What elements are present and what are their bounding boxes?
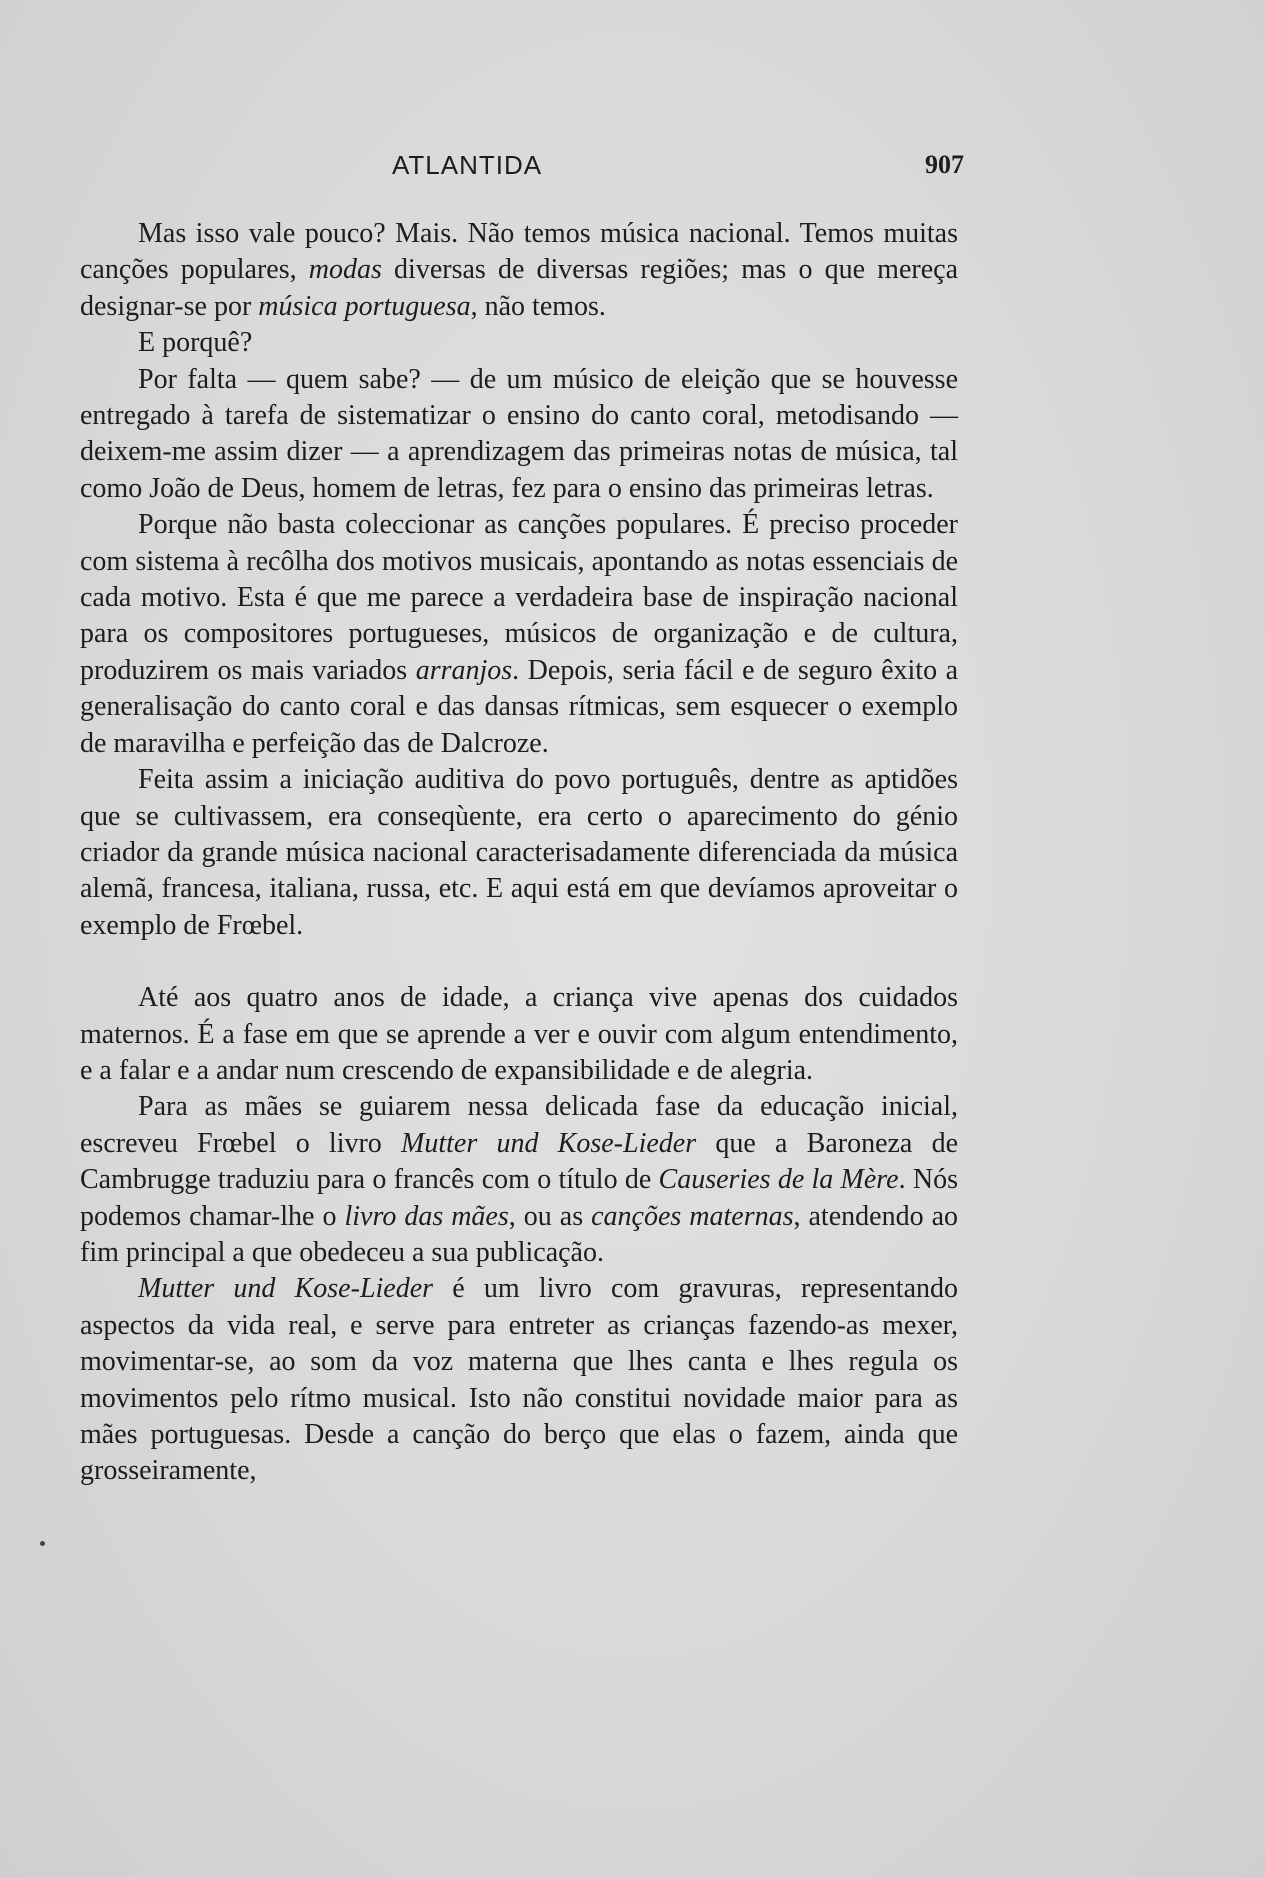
paragraph (80, 216, 958, 325)
italic-text: Causeries de la Mère (658, 1164, 899, 1196)
italic-text: livro das mães (344, 1200, 509, 1232)
italic-text: música portuguesa (258, 290, 471, 322)
running-title: ATLANTIDA (392, 150, 543, 180)
text-run: Feita assim a iniciação auditiva do povo português, dentre as aptidões que se cultivassem, era conseqùente, era certo o aparecimento do génio criador da grande música nacional caracterisadamente diferenciada da música alemã, francesa, italiana, russa, etc. E aqui está em que devíamos aproveitar o exemplo de Frœbel. (80, 764, 958, 941)
text-run: Por falta — quem sabe? — de um músico de eleição que se houvesse entregado à tarefa de sistematizar o ensino do canto coral, metodisando — deixem-me assim dizer — a aprendizagem das primeiras notas de música, tal como João de Deus, homem de letras, fez para o ensino das primeiras letras. (80, 363, 958, 504)
italic-text: modas (308, 254, 382, 286)
italic-text: Mutter und Kose-Lieder (401, 1127, 697, 1159)
italic-text: Mutter und Kose-Lieder (138, 1273, 434, 1305)
paragraph (80, 1089, 958, 1271)
page-number: 907 (925, 150, 964, 179)
text-run: E porquê? (138, 327, 253, 359)
body-text (80, 216, 958, 1490)
italic-text: arranjos (415, 654, 513, 686)
paragraph (80, 362, 958, 508)
italic-text: canções maternas (591, 1200, 794, 1232)
text-run: , ou as (508, 1200, 592, 1232)
paragraph (80, 1271, 958, 1489)
text-run: , não temos. (470, 290, 606, 322)
text-run: , atendendo ao fim principal a que obedeceu a sua publicação. (80, 1200, 958, 1268)
text-run: que a Baroneza de Cambrugge traduziu para o francês com o título de (80, 1127, 959, 1196)
text-run: diversas de diversas regiões; mas o que mereça designar-se por (80, 254, 958, 322)
paragraph (80, 325, 958, 361)
text-run: . Depois, seria fácil e de seguro êxito a generalisação do canto coral e das dansas rítmicas, sem esquecer o exemplo de maravilha e perfeição das de Dalcroze. (80, 654, 958, 759)
text-run: . Nós podemos chamar-lhe o (80, 1164, 958, 1232)
paragraph (80, 507, 958, 762)
text-run: Para as mães se guiarem nessa delicada fase da educação inicial, escreveu Frœbel o livro (80, 1091, 958, 1159)
paragraph (80, 762, 958, 944)
text-run: Mas isso vale pouco? Mais. Não temos música nacional. Temos muitas canções populares, (80, 218, 958, 286)
page-header (84, 150, 964, 186)
text-run: Até aos quatro anos de idade, a criança vive apenas dos cuidados maternos. É a fase em que se aprende a ver e ouvir com algum entendimento, e a falar e a andar num crescendo de expansibilidade e de alegria. (80, 982, 958, 1086)
text-run: Porque não basta coleccionar as canções populares. É preciso proceder com sistema à recôlha dos motivos musicais, apontando as notas essenciais de cada motivo. Esta é que me parece a verdadeira base de inspiração nacional para os compositores portugueses, músicos de organização e de cultura, produzirem os mais variados (80, 509, 958, 686)
text-run: é um livro com gravuras, representando aspectos da vida real, e serve para entreter as crianças fazendo-as mexer, movimentar-se, ao som da voz materna que lhes canta e lhes regula os movimentos pelo rítmo musical. Isto não constitui novidade maior para as mães portuguesas. Desde a canção do berço que elas o fazem, ainda que grosseiramente, (80, 1273, 958, 1487)
print-speck (40, 1541, 45, 1546)
section-gap (80, 944, 958, 980)
paragraph (80, 980, 958, 1089)
